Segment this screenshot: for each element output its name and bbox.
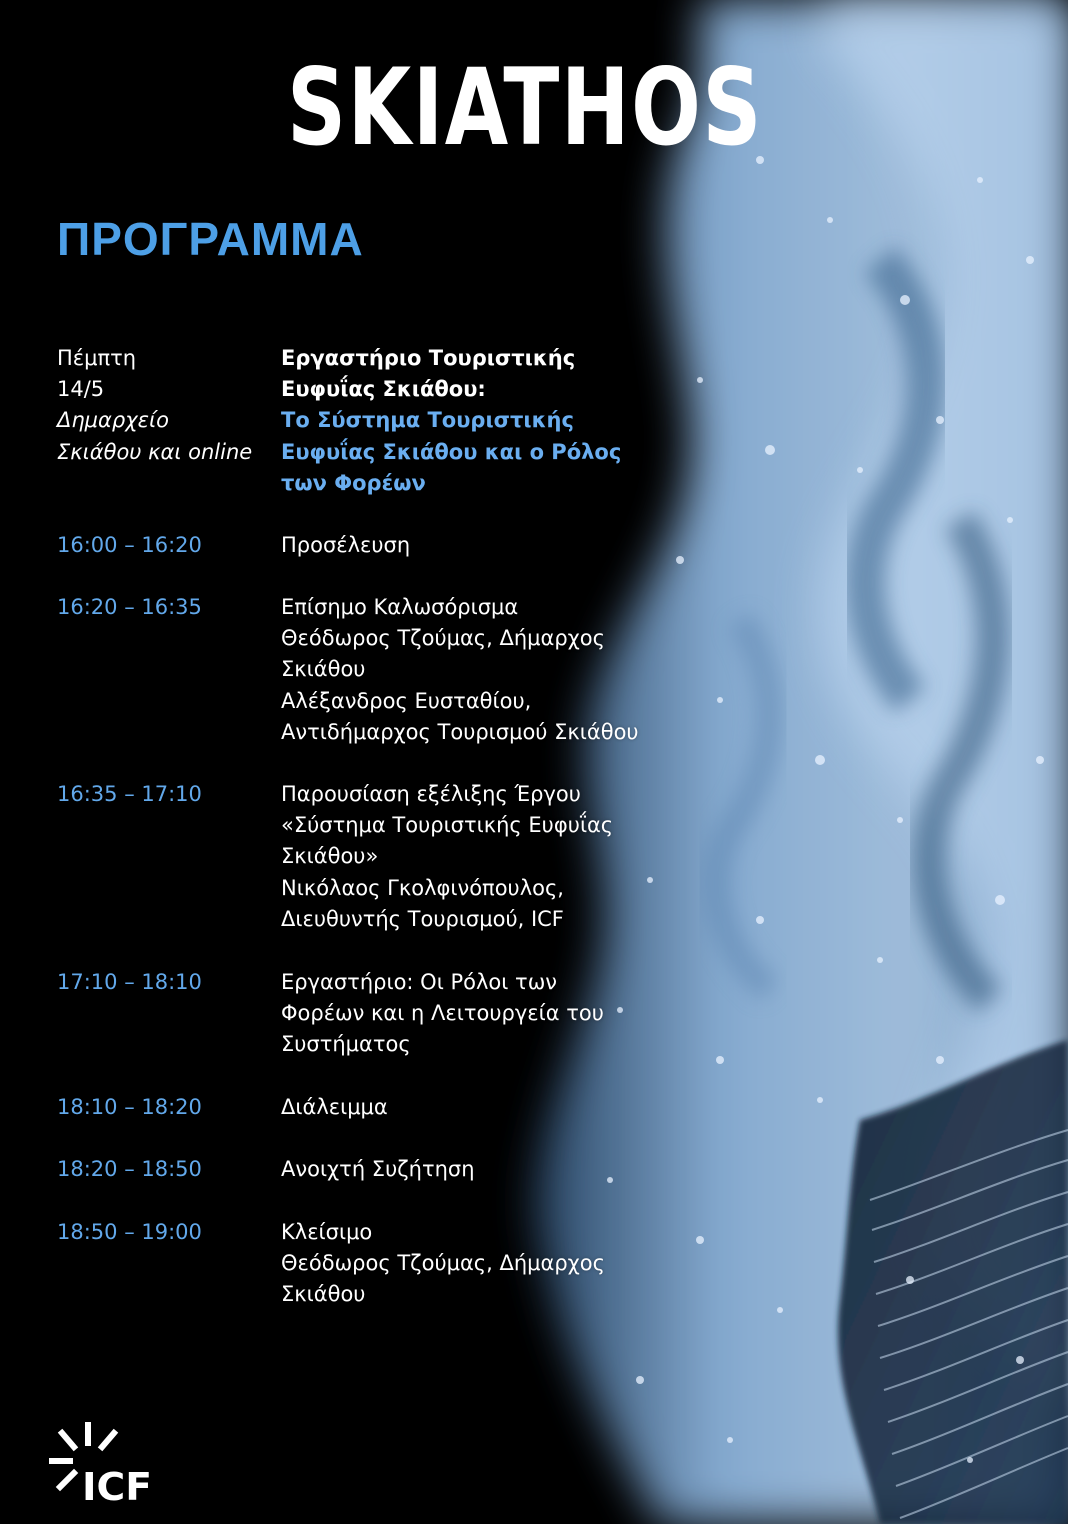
workshop-subtitle-line1: Το Σύστημα Τουριστικής [281, 408, 574, 433]
schedule-item-line: Θεόδωρος Τζούμας, Δήμαρχος [281, 1251, 605, 1276]
program-heading: ΠΡΟΓΡΑΜΜΑ [57, 213, 364, 265]
schedule-item-line: Σκιάθου [281, 657, 366, 682]
schedule-item-line: Φορέων και η Λειτουργεία του [281, 1001, 604, 1026]
schedule-item-line: Επίσημο Καλωσόρισμα [281, 595, 519, 619]
workshop-subtitle-line3: των Φορέων [281, 470, 426, 495]
schedule-item-line: Διευθυντής Τουρισμού, ICF [281, 906, 564, 931]
schedule-time: 16:20 – 16:35 [57, 595, 202, 619]
schedule-item-line: Συστήματος [281, 1032, 411, 1057]
schedule-item-line: Νικόλαος Γκολφινόπουλος, [281, 875, 564, 900]
schedule-item-line: Αντιδήμαρχος Τουρισμού Σκιάθου [281, 719, 639, 744]
schedule-time: 17:10 – 18:10 [57, 970, 202, 994]
schedule-item [281, 592, 701, 748]
schedule-item [281, 1217, 701, 1311]
icf-logo [46, 1421, 154, 1509]
schedule-time: 16:00 – 16:20 [57, 533, 202, 557]
event-day: Πέμπτη [57, 346, 137, 370]
schedule-time: 16:35 – 17:10 [57, 782, 202, 806]
schedule-item [281, 1092, 701, 1123]
event-venue-line1: Δημαρχείο [57, 408, 169, 433]
schedule-item-line: Θεόδωρος Τζούμας, Δήμαρχος [281, 626, 605, 651]
schedule-time: 18:50 – 19:00 [57, 1220, 202, 1244]
schedule-item [281, 530, 701, 561]
schedule-time: 18:20 – 18:50 [57, 1157, 202, 1181]
workshop-title [281, 343, 641, 499]
schedule-item [281, 779, 701, 935]
schedule-item-line: «Σύστημα Τουριστικής Ευφυΐας [281, 813, 614, 838]
schedule-item-line: Διάλειμμα [281, 1095, 388, 1119]
schedule-time: 18:10 – 18:20 [57, 1095, 202, 1119]
schedule-item-line: Προσέλευση [281, 533, 411, 557]
workshop-title-line1: Εργαστήριο Τουριστικής [281, 346, 576, 370]
workshop-subtitle-line2: Ευφυΐας Σκιάθου και ο Ρόλος [281, 439, 622, 464]
schedule-item-line: Παρουσίαση εξέλιξης Έργου [281, 782, 581, 806]
skiathos-logo [284, 46, 766, 169]
svg-text:SKIATHOS: SKIATHOS [287, 46, 763, 169]
svg-text:ICF: ICF [82, 1465, 152, 1509]
schedule-item-line: Αλέξανδρος Ευσταθίου, [281, 688, 532, 713]
event-date: 14/5 [57, 377, 105, 402]
schedule-item-line: Ανοιχτή Συζήτηση [281, 1157, 475, 1181]
schedule-item [281, 967, 701, 1061]
schedule-item-line: Κλείσιμο [281, 1220, 373, 1244]
event-venue-line2: Σκιάθου και online [57, 439, 253, 464]
schedule-item-line: Σκιάθου [281, 1282, 366, 1307]
workshop-title-line2: Ευφυΐας Σκιάθου: [281, 377, 486, 402]
schedule-item-line: Σκιάθου» [281, 844, 379, 869]
event-meta [57, 343, 272, 468]
schedule-item [281, 1154, 701, 1185]
schedule-item-line: Εργαστήριο: Οι Ρόλοι των [281, 970, 558, 994]
